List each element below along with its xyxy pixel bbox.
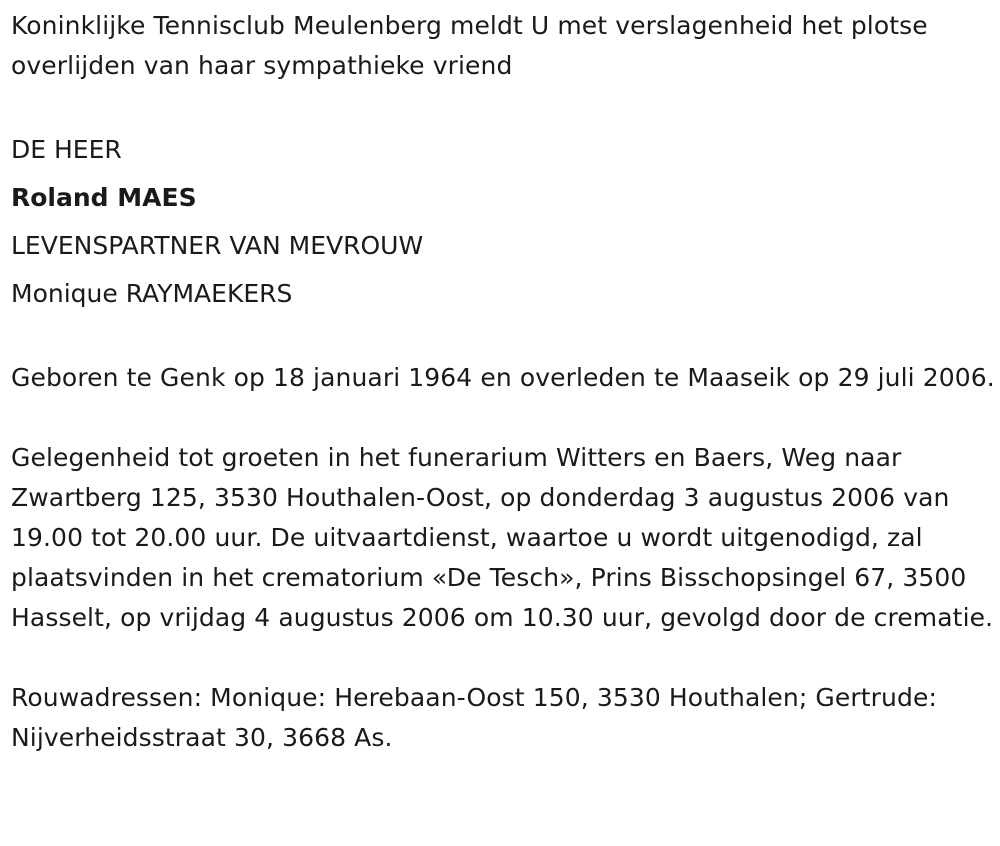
death-notice [11,0,996,758]
ceremony-text: Gelegenheid tot groeten in het funerarium Witters en Baers, Weg naar Zwartberg 125, 3530 Houthalen-Oost, op donderdag 3 augustus 2006 van 19.00 tot 20.00 uur. De uitvaartdienst, waartoe u wordt uitgenodigd, zal plaatsvinden in het crematorium «De Tesch», Prins Bisschopsingel 67, 3500 Hasselt, op vrijdag 4 augustus 2006 om 10.30 uur, gevolgd door de crematie. [11,443,994,632]
deceased-block [11,126,996,318]
deceased-name: Roland MAES [11,183,197,212]
intro-text: Koninklijke Tennisclub Meulenberg meldt U met verslagenheid het plotse overlijden van haar sympathieke vriend [11,11,928,80]
mourning-addresses: Rouwadressen: Monique: Herebaan-Oost 150, 3530 Houthalen; Gertrude: Nijverheidsstraat 30, 3668 As. [11,683,937,752]
partner-name: Monique RAYMAEKERS [11,279,293,308]
title-line: DE HEER [11,135,122,164]
partner-line: LEVENSPARTNER VAN MEVROUW [11,231,424,260]
birth-death-text: Geboren te Genk op 18 januari 1964 en overleden te Maaseik op 29 juli 2006. [11,363,995,392]
